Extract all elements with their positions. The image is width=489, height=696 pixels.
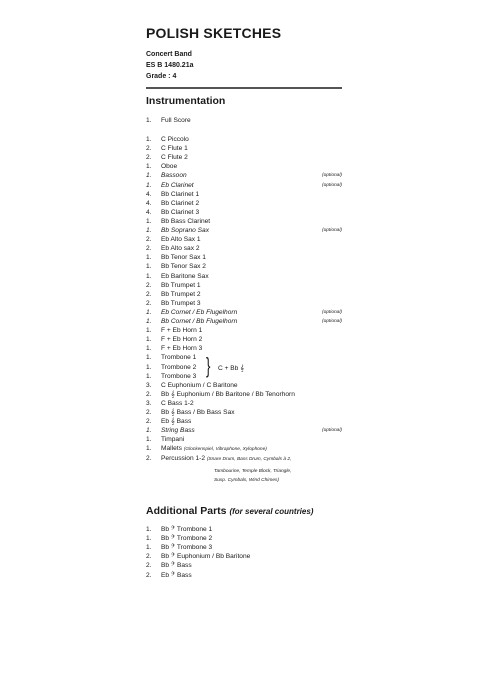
part-count: 1. bbox=[146, 436, 152, 444]
instrument-row bbox=[146, 317, 342, 326]
instrument-label: Bb Trumpet 1 bbox=[161, 281, 201, 289]
percussion-note-line: Tambourine, Temple Block, Triangle, bbox=[214, 469, 292, 474]
instrument-label: Bb Clarinet 3 bbox=[161, 208, 200, 216]
instrument-label: Bb Cornet / Bb Flugelhorn bbox=[161, 318, 238, 325]
instrument-name bbox=[161, 262, 206, 271]
instrument-name bbox=[161, 181, 194, 190]
part-count: 1. bbox=[146, 181, 152, 189]
instrument-name bbox=[161, 190, 199, 199]
part-count: 1. bbox=[146, 372, 152, 380]
instrument-label: Trombone 3 bbox=[161, 372, 197, 380]
instrument-row bbox=[146, 190, 342, 199]
instrument-label: Bb Clarinet 2 bbox=[161, 199, 200, 207]
instrument-label: Trombone 1 bbox=[161, 354, 197, 362]
instrument-name: Bb 𝄢 Trombone 1 bbox=[161, 526, 213, 533]
part-count: 2. bbox=[146, 245, 152, 253]
instrument-row bbox=[146, 199, 342, 208]
instrument-name bbox=[161, 208, 199, 217]
part-count: 1. bbox=[146, 217, 152, 225]
instrument-row bbox=[146, 444, 342, 453]
part-count: 2. bbox=[146, 390, 152, 398]
instrument-label: Bassoon bbox=[161, 172, 187, 180]
instrument-name bbox=[161, 162, 177, 171]
instrument-row bbox=[146, 390, 342, 399]
instrument-name: Bb 𝄢 Trombone 3 bbox=[161, 544, 213, 552]
additional-part-row bbox=[146, 561, 342, 570]
additional-part-row bbox=[146, 525, 342, 534]
part-count: 1. bbox=[146, 427, 152, 435]
instrument-label: Oboe bbox=[161, 163, 178, 171]
trombone-brace: } bbox=[206, 353, 211, 378]
instrument-note: (Glockenspiel, Vibraphone, Xylophone) bbox=[183, 447, 267, 453]
instrument-name bbox=[161, 435, 184, 444]
part-count: 2. bbox=[146, 145, 152, 153]
instrument-name bbox=[161, 381, 238, 390]
additional-part-row bbox=[146, 543, 342, 552]
meta-grade: Grade : 4 bbox=[146, 73, 177, 80]
instrument-row bbox=[146, 381, 342, 390]
instrument-label: Eb Alto sax 2 bbox=[161, 245, 200, 253]
instrument-note: (Snare Drum, Bass Drum, Cymbals à 2, bbox=[206, 456, 292, 462]
instrument-name bbox=[161, 308, 237, 317]
instrument-row bbox=[146, 226, 342, 235]
part-count: 2. bbox=[146, 409, 152, 416]
instrument-name bbox=[161, 326, 202, 335]
part-count: 1. bbox=[146, 172, 152, 180]
instrument-row bbox=[146, 235, 342, 244]
instrument-label: Bb 𝄞 Bass / Bb Bass Sax bbox=[161, 409, 235, 416]
part-count: 1. bbox=[146, 254, 152, 262]
instrument-label: C Euphonium / C Baritone bbox=[161, 381, 238, 389]
optional-label: (optional) bbox=[322, 319, 342, 324]
additional-parts-heading bbox=[146, 505, 313, 517]
section-divider bbox=[146, 87, 342, 89]
percussion-note-line: Susp. Cymbals, Wind Chimes) bbox=[214, 478, 279, 483]
part-count: 1. bbox=[146, 136, 152, 143]
instrument-label: Bb Soprano Sax bbox=[161, 227, 210, 234]
part-count: 1. bbox=[146, 535, 152, 543]
instrument-label: Eb 𝄞 Bass bbox=[161, 418, 192, 426]
part-count: 1. bbox=[146, 526, 152, 533]
instrument-name bbox=[161, 281, 201, 290]
part-count: 2. bbox=[146, 154, 152, 162]
instrument-name bbox=[161, 135, 189, 144]
part-count: 2. bbox=[146, 290, 152, 298]
instrument-row bbox=[146, 326, 342, 335]
instrument-row bbox=[146, 181, 342, 190]
optional-label: (optional) bbox=[322, 309, 342, 315]
part-count: 1. bbox=[146, 336, 152, 344]
instrument-name bbox=[161, 253, 206, 262]
additional-part-row bbox=[146, 534, 342, 543]
instrument-row bbox=[146, 408, 342, 417]
instrument-name bbox=[161, 390, 295, 399]
part-count: 2. bbox=[146, 236, 152, 244]
part-count: 4. bbox=[146, 208, 152, 216]
part-count: 2. bbox=[146, 562, 152, 570]
instrument-label: Bb 𝄞 Euphonium / Bb Baritone / Bb Tenorhorn bbox=[161, 390, 295, 398]
instrument-row bbox=[146, 144, 342, 153]
instrument-name bbox=[161, 335, 202, 344]
part-count: 1. bbox=[146, 263, 152, 271]
part-count: 4. bbox=[146, 199, 152, 207]
part-count: 1. bbox=[146, 445, 152, 453]
instrument-name bbox=[161, 217, 210, 226]
instrument-row bbox=[146, 426, 342, 435]
part-count: 3. bbox=[146, 381, 152, 389]
instrumentation-heading: Instrumentation bbox=[146, 95, 226, 107]
instrument-name bbox=[161, 363, 196, 372]
instrument-name: Bb 𝄢 Trombone 2 bbox=[161, 535, 213, 543]
instrument-label: F + Eb Horn 2 bbox=[161, 336, 203, 344]
part-count: 1. bbox=[146, 163, 152, 171]
instrument-row bbox=[146, 308, 342, 317]
instrument-label: F + Eb Horn 1 bbox=[161, 327, 203, 335]
instrument-name bbox=[161, 299, 201, 308]
instrument-label: Timpani bbox=[161, 436, 185, 444]
part-count: 1. bbox=[146, 327, 152, 335]
instrument-row bbox=[146, 262, 342, 271]
instrument-label: F + Eb Horn 3 bbox=[161, 345, 203, 353]
instrument-name bbox=[161, 226, 209, 235]
instrument-label: Bb Trumpet 3 bbox=[161, 299, 201, 307]
instrument-row bbox=[146, 399, 342, 408]
instrument-name bbox=[161, 144, 188, 153]
instrument-row bbox=[146, 417, 342, 426]
instrument-name bbox=[161, 454, 291, 464]
instrument-label: Eb Cornet / Eb Flugelhorn bbox=[161, 308, 238, 316]
instrument-label: Eb Clarinet bbox=[161, 181, 194, 189]
instrument-name bbox=[161, 116, 191, 125]
instrument-name bbox=[161, 153, 188, 162]
instrument-name bbox=[161, 353, 196, 362]
instrument-name: Bb 𝄢 Bass bbox=[161, 562, 192, 570]
part-count: 1. bbox=[146, 308, 152, 316]
instrument-row bbox=[146, 208, 342, 217]
instrument-label: C Flute 1 bbox=[161, 145, 188, 153]
instrument-label: C Flute 2 bbox=[161, 154, 188, 162]
instrument-name bbox=[161, 317, 237, 326]
instrument-row bbox=[146, 116, 342, 125]
instrument-name bbox=[161, 426, 195, 435]
instrument-label: String Bass bbox=[161, 427, 195, 435]
instrument-name: Bb 𝄢 Euphonium / Bb Baritone bbox=[161, 553, 251, 561]
instrument-label: Eb Baritone Sax bbox=[161, 272, 209, 280]
instrument-name bbox=[161, 399, 194, 408]
instrument-row bbox=[146, 344, 342, 353]
instrument-name bbox=[161, 372, 196, 381]
instrument-label: Eb Alto Sax 1 bbox=[161, 236, 201, 244]
part-count: 1. bbox=[146, 345, 152, 353]
instrument-label: Bb Tenor Sax 1 bbox=[161, 254, 206, 262]
instrument-row bbox=[146, 435, 342, 444]
part-count: 1. bbox=[146, 354, 152, 362]
part-count: 2. bbox=[146, 553, 152, 561]
instrument-label: C Piccolo bbox=[161, 136, 189, 143]
trombone-note: C + Bb 𝄞 bbox=[218, 365, 245, 372]
optional-label: (optional) bbox=[322, 428, 342, 434]
instrument-row bbox=[146, 253, 342, 262]
instrument-name bbox=[161, 290, 201, 299]
instrument-name bbox=[161, 244, 200, 253]
instrument-row bbox=[146, 454, 342, 463]
optional-label: (optional) bbox=[322, 173, 342, 179]
instrument-row bbox=[146, 171, 342, 180]
part-count: 1. bbox=[146, 227, 152, 234]
part-count: 3. bbox=[146, 399, 152, 407]
instrument-name: Eb 𝄢 Bass bbox=[161, 571, 192, 579]
instrument-label: Bb Tenor Sax 2 bbox=[161, 263, 206, 271]
additional-part-row bbox=[146, 552, 342, 561]
part-count: 1. bbox=[146, 272, 152, 280]
instrument-row bbox=[146, 353, 342, 362]
instrument-row bbox=[146, 162, 342, 171]
instrument-label: Bb Clarinet 1 bbox=[161, 190, 200, 198]
meta-catalog-number: ES B 1480.21a bbox=[146, 62, 194, 69]
instrument-label: Mallets bbox=[161, 445, 182, 453]
instrument-label: Percussion 1-2 bbox=[161, 454, 205, 462]
optional-label: (optional) bbox=[322, 228, 342, 233]
instrument-row bbox=[146, 135, 342, 144]
part-count: 4. bbox=[146, 190, 152, 198]
part-count: 1. bbox=[146, 117, 152, 124]
instrument-name bbox=[161, 344, 202, 353]
page-title: POLISH SKETCHES bbox=[146, 25, 282, 41]
instrument-name bbox=[161, 171, 187, 180]
instrument-name bbox=[161, 199, 199, 208]
instrument-name bbox=[161, 272, 209, 281]
part-count: 2. bbox=[146, 418, 152, 426]
instrument-name bbox=[161, 408, 235, 417]
part-count: 2. bbox=[146, 299, 152, 307]
additional-parts-subtitle: (for several countries) bbox=[229, 507, 314, 516]
meta-ensemble: Concert Band bbox=[146, 51, 192, 58]
part-count: 2. bbox=[146, 454, 152, 462]
part-count: 2. bbox=[146, 571, 152, 579]
part-count: 1. bbox=[146, 544, 152, 552]
part-count: 2. bbox=[146, 281, 152, 289]
instrument-label: Trombone 2 bbox=[161, 363, 197, 371]
instrument-label: Bb Trumpet 2 bbox=[161, 290, 201, 298]
instrument-row bbox=[146, 244, 342, 253]
instrument-row bbox=[146, 290, 342, 299]
instrument-row bbox=[146, 153, 342, 162]
instrument-row bbox=[146, 217, 342, 226]
part-count: 1. bbox=[146, 318, 152, 325]
additional-parts-title: Additional Parts bbox=[146, 505, 227, 517]
instrument-name bbox=[161, 417, 191, 426]
instrument-label: Full Score bbox=[161, 117, 191, 124]
additional-part-row bbox=[146, 571, 342, 580]
optional-label: (optional) bbox=[322, 182, 342, 188]
instrument-row bbox=[146, 281, 342, 290]
part-count: 1. bbox=[146, 363, 152, 371]
instrument-name bbox=[161, 235, 201, 244]
instrument-label: Bb Bass Clarinet bbox=[161, 217, 211, 225]
instrument-row bbox=[146, 272, 342, 281]
instrument-row bbox=[146, 335, 342, 344]
instrument-label: C Bass 1-2 bbox=[161, 399, 194, 407]
instrument-row bbox=[146, 299, 342, 308]
